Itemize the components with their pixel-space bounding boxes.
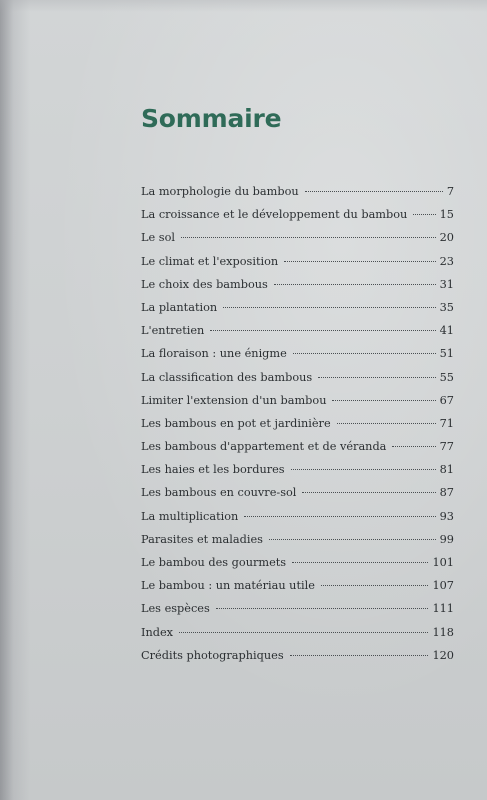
- toc-entry-page-number: 71: [439, 416, 454, 430]
- toc-entry: [141, 278, 454, 301]
- toc-entry: [141, 463, 454, 486]
- toc-entry-label: Le sol: [141, 231, 175, 245]
- toc-entry-label: Les bambous en couvre-sol: [141, 486, 297, 500]
- toc-entry-page-number: 15: [439, 208, 454, 222]
- toc-entry: [141, 556, 454, 579]
- toc-entry: [141, 231, 454, 254]
- toc-entry-page-number: 41: [439, 324, 454, 338]
- dot-leader: [244, 516, 435, 517]
- dot-leader: [337, 423, 436, 424]
- toc-entry-label: La croissance et le développement du bambou: [141, 208, 408, 222]
- toc-entry: [141, 255, 454, 278]
- toc-entry-label: Le choix des bambous: [141, 277, 268, 291]
- toc-entry-label: Les bambous d'appartement et de véranda: [141, 440, 387, 454]
- toc-entry: [141, 440, 454, 463]
- toc-entry: [141, 579, 454, 602]
- toc-entry: [141, 301, 454, 324]
- dot-leader: [269, 539, 436, 540]
- toc-entry: [141, 185, 454, 208]
- toc-entry-label: Les espèces: [141, 602, 210, 616]
- toc-entry: [141, 486, 454, 509]
- toc-entry-label: Le bambou des gourmets: [141, 556, 287, 569]
- dot-leader: [392, 446, 435, 447]
- dot-leader: [181, 237, 436, 238]
- toc-entry-page-number: 111: [432, 602, 454, 616]
- binding-shadow: [0, 0, 30, 800]
- toc-entry-page-number: 23: [439, 254, 454, 268]
- dot-leader: [293, 353, 436, 354]
- dot-leader: [332, 400, 435, 401]
- toc-entry-label: La multiplication: [141, 509, 239, 523]
- dot-leader: [292, 562, 428, 563]
- toc-entry-label: Index: [141, 625, 174, 639]
- toc-entry-label: Crédits photographiques: [141, 648, 284, 662]
- toc-entry: [141, 533, 454, 556]
- dot-leader: [305, 191, 443, 192]
- toc-entry-page-number: 51: [439, 347, 454, 361]
- toc-entry-label: Les haies et les bordures: [141, 463, 285, 477]
- dot-leader: [223, 307, 435, 308]
- toc-entry: [141, 602, 454, 625]
- toc-entry-page-number: 87: [439, 486, 454, 500]
- toc-entry: [141, 417, 454, 440]
- page-title: Sommaire: [141, 104, 282, 133]
- toc-entry-page-number: 120: [432, 648, 454, 662]
- top-edge-shadow: [0, 0, 487, 12]
- toc-entry-label: Limiter l'extension d'un bambou: [141, 393, 327, 407]
- toc-entry-page-number: 31: [439, 277, 454, 291]
- toc-entry: [141, 371, 454, 394]
- toc-entry-label: La morphologie du bambou: [141, 185, 299, 198]
- toc-entry-label: Le bambou : un matériau utile: [141, 579, 315, 593]
- dot-leader: [413, 214, 435, 215]
- toc-entry: [141, 510, 454, 533]
- toc-entry: [141, 347, 454, 370]
- dot-leader: [302, 492, 435, 493]
- toc-entry: [141, 394, 454, 417]
- dot-leader: [216, 608, 429, 609]
- toc-entry-page-number: 93: [439, 509, 454, 523]
- dot-leader: [179, 632, 428, 633]
- table-of-contents: [141, 185, 454, 672]
- toc-entry-label: La classification des bambous: [141, 370, 313, 384]
- toc-entry-page-number: 77: [439, 440, 454, 454]
- toc-entry-page-number: 101: [432, 556, 454, 569]
- dot-leader: [284, 261, 435, 262]
- toc-entry-page-number: 55: [439, 370, 454, 384]
- toc-entry: [141, 208, 454, 231]
- toc-entry-label: L'entretien: [141, 324, 205, 338]
- toc-entry-page-number: 81: [439, 463, 454, 477]
- toc-entry-page-number: 20: [439, 231, 454, 245]
- dot-leader: [210, 330, 435, 331]
- dot-leader: [291, 469, 436, 470]
- dot-leader: [321, 585, 429, 586]
- toc-entry: [141, 324, 454, 347]
- toc-entry-page-number: 35: [439, 300, 454, 314]
- dot-leader: [318, 377, 435, 378]
- toc-entry-page-number: 118: [432, 625, 454, 639]
- toc-entry-label: Le climat et l'exposition: [141, 254, 279, 268]
- dot-leader: [274, 284, 436, 285]
- toc-entry: [141, 626, 454, 649]
- toc-entry-label: Les bambous en pot et jardinière: [141, 416, 331, 430]
- toc-entry-page-number: 67: [439, 393, 454, 407]
- toc-entry-label: La plantation: [141, 300, 218, 314]
- toc-entry: [141, 649, 454, 672]
- dot-leader: [290, 655, 429, 656]
- toc-entry-page-number: 107: [432, 579, 454, 593]
- toc-entry-label: Parasites et maladies: [141, 532, 263, 546]
- toc-entry-page-number: 7: [446, 185, 454, 198]
- toc-entry-label: La floraison : une énigme: [141, 347, 287, 361]
- toc-entry-page-number: 99: [439, 532, 454, 546]
